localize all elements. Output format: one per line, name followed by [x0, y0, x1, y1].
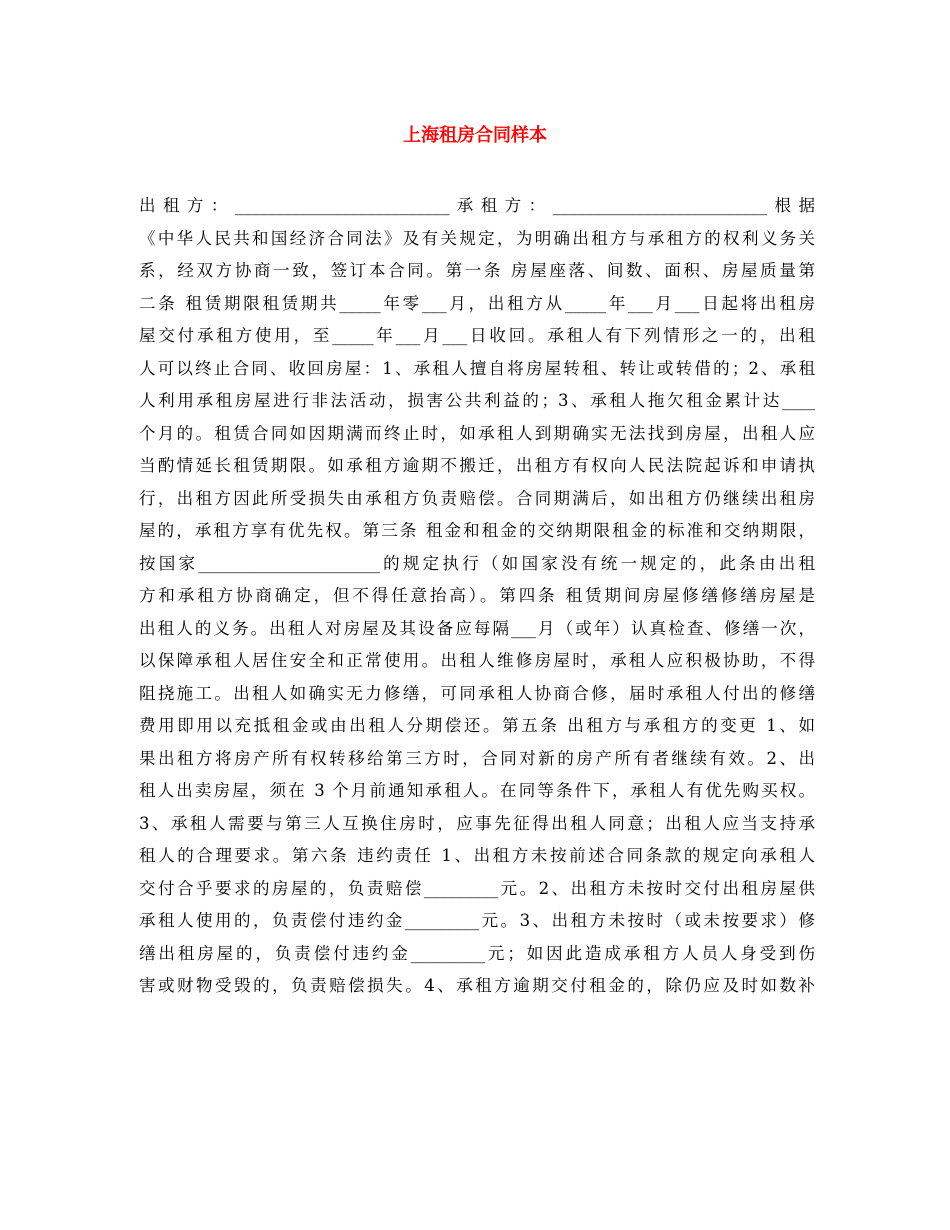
body-line: 阻挠施工。出租人如确实无力修缮，可同承租人协商合修，届时承租人付出的修缮	[139, 683, 815, 703]
body-line: 方和承租方协商确定，但不得任意抬高）。第四条 租赁期间房屋修缮修缮房屋是	[139, 586, 815, 605]
body-line: 二条 租赁期限租赁期共_____年零___月，出租方从_____年___月___日起将出租房	[139, 293, 815, 313]
body-line: 3、承租人需要与第三人互换住房时，应事先征得出租人同意；出租人应当支持承	[139, 813, 815, 833]
body-line: 租人的合理要求。第六条 违约责任 1、出租方未按前述合同条款的规定向承租人	[139, 846, 815, 865]
body-line: 屋的，承租方享有优先权。第三条 租金和租金的交纳期限租金的标准和交纳期限，	[139, 521, 815, 540]
body-line: 《中华人民共和国经济合同法》及有关规定，为明确出租方与承租方的权利义务关	[139, 228, 815, 248]
body-line: 租人出卖房屋，须在 3 个月前通知承租人。在同等条件下，承租人有优先购买权。	[139, 781, 815, 800]
body-line: 出租方：__________________________承租方：__________________________根据	[139, 196, 815, 215]
body-line: 当酌情延长租赁期限。如承租方逾期不搬迁，出租方有权向人民法院起诉和申请执	[139, 456, 815, 475]
body-line: 缮出租房屋的，负责偿付违约金_________元；如因此造成承租方人员人身受到伤	[139, 943, 815, 963]
body-line: 个月的。租赁合同如因期满而终止时，如承租人到期确实无法找到房屋，出租人应	[139, 423, 815, 443]
body-line: 害或财物受毁的，负责赔偿损失。4、承租方逾期交付租金的，除仍应及时如数补	[139, 976, 815, 995]
body-line: 出租人的义务。出租人对房屋及其设备应每隔___月（或年）认真检查、修缮一次，	[139, 618, 815, 638]
body-line: 按国家______________________的规定执行（如国家没有统一规定的，此条由出租	[139, 553, 815, 573]
contract-body	[139, 190, 815, 1003]
body-line: 承租人使用的，负责偿付违约金_________元。3、出租方未按时（或未按要求）修	[139, 911, 815, 930]
body-line: 交付合乎要求的房屋的，负责赔偿_________元。2、出租方未按时交付出租房屋供	[139, 878, 815, 898]
body-line: 行，出租方因此所受损失由承租方负责赔偿。合同期满后，如出租方仍继续出租房	[139, 488, 815, 508]
body-line: 人利用承租房屋进行非法活动，损害公共利益的；3、承租人拖欠租金累计达____	[139, 391, 815, 410]
body-line: 屋交付承租方使用，至_____年___月___日收回。承租人有下列情形之一的，出租	[139, 326, 815, 345]
body-line: 果出租方将房产所有权转移给第三方时，合同对新的房产所有者继续有效。2、出	[139, 748, 815, 768]
document-title: 上海租房合同样本	[403, 125, 547, 146]
body-line: 费用即用以充抵租金或由出租人分期偿还。第五条 出租方与承租方的变更 1、如	[139, 716, 815, 735]
body-line: 以保障承租人居住安全和正常使用。出租人维修房屋时，承租人应积极协助，不得	[139, 651, 815, 670]
body-line: 人可以终止合同、收回房屋：1、承租人擅自将房屋转租、转让或转借的；2、承租	[139, 358, 815, 378]
body-line: 系，经双方协商一致，签订本合同。第一条 房屋座落、间数、面积、房屋质量第	[139, 261, 815, 280]
